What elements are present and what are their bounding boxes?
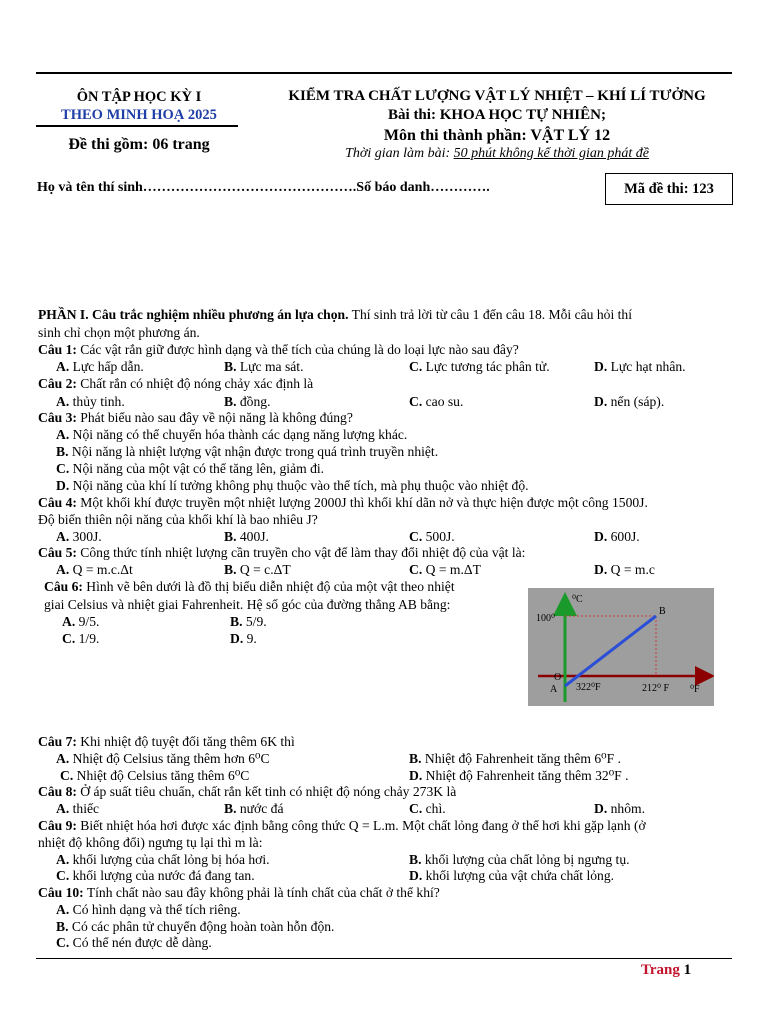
left-subtitle: THEO MINH HOẠ 2025: [61, 107, 217, 123]
question-6-line2: giai Celsius và nhiệt giai Fahrenheit. Hệ số góc của đường thẳng AB bằng:: [44, 597, 451, 612]
x-212-label: 212⁰ F: [642, 683, 670, 694]
question-1: Câu 1: Các vật rắn giữ được hình dạng và thể tích của chúng là do loại lực nào sau đây?: [38, 342, 519, 357]
q7-option-a[interactable]: A. Nhiệt độ Celsius tăng thêm hơn 6⁰C: [56, 751, 270, 766]
section-instruction: sinh chỉ chọn một phương án.: [38, 325, 200, 340]
q6-option-d[interactable]: D. 9.: [230, 631, 257, 646]
y-axis-label: ⁰C: [572, 594, 583, 605]
q4-option-c[interactable]: C. 500J.: [409, 529, 455, 544]
q3-option-c[interactable]: C. Nội năng của một vật có thể tăng lên, giảm đi.: [56, 461, 325, 476]
q7-option-b[interactable]: B. Nhiệt độ Fahrenheit tăng thêm 6⁰F .: [409, 751, 621, 766]
q6-option-c[interactable]: C. 1/9.: [62, 631, 100, 646]
q6-option-a[interactable]: A. 9/5.: [62, 614, 100, 629]
q5-option-b[interactable]: B. Q = c.ΔT: [224, 562, 291, 577]
q4-option-a[interactable]: A. 300J.: [56, 529, 102, 544]
q4-option-b[interactable]: B. 400J.: [224, 529, 269, 544]
y-100-label: 100⁰: [536, 613, 556, 624]
x-322-label: 322⁰F: [576, 682, 601, 693]
q4-option-d[interactable]: D. 600J.: [594, 529, 640, 544]
q8-option-c[interactable]: C. chì.: [409, 801, 446, 816]
q8-option-a[interactable]: A. thiếc: [56, 801, 100, 816]
question-4: Câu 4: Một khối khí được truyền một nhiệt lượng 2000J thì khối khí dãn nở và thực hiện được một công 1500J.: [38, 495, 648, 510]
q3-option-b[interactable]: B. Nội năng là nhiệt lượng vật nhận được trong quá trình truyền nhiệt.: [56, 444, 439, 459]
q7-option-d[interactable]: D. Nhiệt độ Fahrenheit tăng thêm 32⁰F .: [409, 768, 629, 783]
q2-option-c[interactable]: C. cao su.: [409, 394, 464, 409]
question-7: Câu 7: Khi nhiệt độ tuyệt đối tăng thêm 6K thì: [38, 734, 295, 749]
question-6: Câu 6: Hình vẽ bên dưới là đồ thị biểu diễn nhiệt độ của một vật theo nhiệt: [44, 579, 455, 594]
point-a-label: A: [550, 684, 558, 695]
q10-option-c[interactable]: C. Có thể nén được dễ dàng.: [56, 935, 212, 950]
q2-option-b[interactable]: B. đồng.: [224, 394, 271, 409]
q10-option-a[interactable]: A. Có hình dạng và thể tích riêng.: [56, 902, 241, 917]
exam-code-box: Mã đề thi: 123: [605, 173, 733, 205]
q2-option-d[interactable]: D. nến (sáp).: [594, 394, 665, 409]
q3-option-d[interactable]: D. Nội năng của khí lí tưởng không phụ thuộc vào thể tích, mà phụ thuộc vào nhiệt độ.: [56, 478, 529, 493]
q1-option-c[interactable]: C. Lực tương tác phân tử.: [409, 359, 550, 374]
question-2: Câu 2: Chất rắn có nhiệt độ nóng chảy xác định là: [38, 376, 314, 391]
x-axis-label: ⁰F: [690, 684, 700, 695]
q8-option-b[interactable]: B. nước đá: [224, 801, 284, 816]
q5-option-d[interactable]: D. Q = m.c: [594, 562, 655, 577]
origin-label: O: [554, 672, 562, 683]
question-9-line2: nhiệt độ không đổi) ngưng tụ lại thì m là:: [38, 835, 263, 850]
temperature-graph: [528, 588, 714, 706]
left-title: ÔN TẬP HỌC KỲ I: [76, 89, 202, 105]
exam-name: Bài thi: KHOA HỌC TỰ NHIÊN;: [388, 107, 606, 123]
question-3: Câu 3: Phát biểu nào sau đây về nội năng là không đúng?: [38, 410, 353, 425]
q9-option-c[interactable]: C. khối lượng của nước đá đang tan.: [56, 868, 255, 883]
q9-option-a[interactable]: A. khối lượng của chất lỏng bị hóa hơi.: [56, 852, 270, 867]
q9-option-d[interactable]: D. khối lượng của vật chứa chất lỏng.: [409, 868, 615, 883]
temperature-graph-svg: [528, 588, 714, 706]
page-count: Đề thi gồm: 06 trang: [68, 136, 210, 153]
main-title: KIỂM TRA CHẤT LƯỢNG VẬT LÝ NHIỆT – KHÍ LÍ TƯỞNG: [288, 88, 706, 104]
q5-option-a[interactable]: A. Q = m.c.Δt: [56, 562, 133, 577]
subject: Môn thi thành phần: VẬT LÝ 12: [383, 127, 611, 144]
question-4-line2: Độ biến thiên nội năng của khối khí là bao nhiêu J?: [38, 512, 318, 527]
q1-option-d[interactable]: D. Lực hạt nhân.: [594, 359, 686, 374]
question-9: Câu 9: Biết nhiệt hóa hơi được xác định bằng công thức Q = L.m. Một chất lỏng đang ở thể hơi khi gặp lạnh (ở: [38, 818, 646, 833]
q7-option-c[interactable]: C. Nhiệt độ Celsius tăng thêm 6⁰C: [60, 768, 250, 783]
q6-option-b[interactable]: B. 5/9.: [230, 614, 267, 629]
q9-option-b[interactable]: B. khối lượng của chất lỏng bị ngưng tụ.: [409, 852, 630, 867]
point-b-label: B: [659, 606, 666, 617]
q2-option-a[interactable]: A. thủy tinh.: [56, 394, 125, 409]
q8-option-d[interactable]: D. nhôm.: [594, 801, 645, 816]
question-8: Câu 8: Ở áp suất tiêu chuẩn, chất rắn kết tinh có nhiệt độ nóng chảy 273K là: [38, 784, 457, 799]
left-rule: [36, 125, 238, 127]
q10-option-b[interactable]: B. Có các phân tử chuyển động hoàn toàn hỗn độn.: [56, 919, 335, 934]
question-5: Câu 5: Công thức tính nhiệt lượng cần truyền cho vật để làm thay đổi nhiệt độ của vật là:: [38, 545, 526, 560]
page-number: Trang 1: [641, 962, 692, 978]
time-info: Thời gian làm bài: 50 phút không kể thời gian phát đề: [345, 146, 649, 161]
question-10: Câu 10: Tính chất nào sau đây không phải là tính chất của chất ở thể khí?: [38, 885, 440, 900]
q3-option-a[interactable]: A. Nội năng có thể chuyển hóa thành các dạng năng lượng khác.: [56, 427, 408, 442]
q5-option-c[interactable]: C. Q = m.ΔT: [409, 562, 481, 577]
q1-option-b[interactable]: B. Lực ma sát.: [224, 359, 304, 374]
section-title: PHẦN I. Câu trắc nghiệm nhiều phương án lựa chọn. Thí sinh trả lời từ câu 1 đến câu 18. Mỗi câu hỏi thí: [38, 307, 632, 322]
student-info-line: Họ và tên thí sinh……………………………………….Số báo danh………….: [37, 180, 490, 195]
q1-option-a[interactable]: A. Lực hấp dẫn.: [56, 359, 144, 374]
footer-rule: [36, 958, 732, 959]
top-rule: [36, 72, 732, 74]
